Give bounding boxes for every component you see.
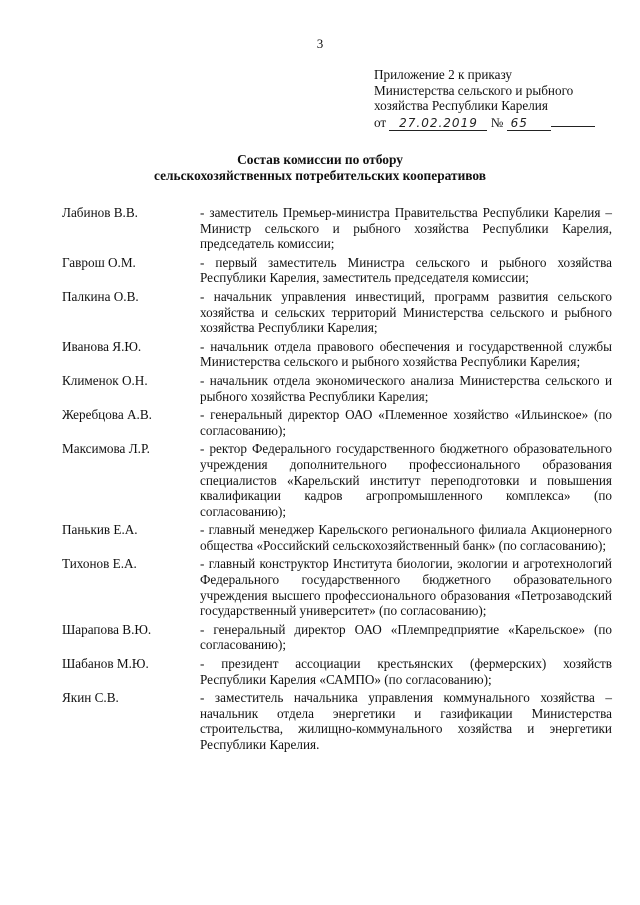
member-name: Иванова Я.Ю.	[62, 338, 142, 354]
appendix-line-1: Приложение 2 к приказу	[374, 67, 512, 82]
member-row	[62, 255, 612, 286]
member-duty: - первый заместитель Министра сельского и рыбного хозяйства Республики Карелия, заместитель председателя комиссии;	[200, 254, 612, 286]
member-row	[62, 622, 612, 653]
member-duty: - начальник управления инвестиций, программ развития сельского хозяйства и сельских территорий Министерства сельского и рыбного хозяйства Республики Карелия;	[200, 288, 612, 336]
member-name: Тихонов Е.А.	[62, 556, 137, 572]
handwritten-number: 65	[507, 117, 551, 131]
appendix-line-2: Министерства сельского и рыбного	[374, 82, 574, 98]
page-number: 3	[316, 36, 324, 51]
member-duty: - начальник отдела экономического анализа Министерства сельского и рыбного хозяйства Республики Карелия;	[200, 372, 612, 404]
member-row	[62, 339, 612, 370]
member-duty: - заместитель Премьер-министра Правительства Республики Карелия – Министр сельского и рыбного хозяйства Республики Карелия, председатель комиссии;	[200, 205, 612, 252]
member-name: Максимова Л.Р.	[62, 441, 150, 457]
member-duty: - главный менеджер Карельского регионального филиала Акционерного общества «Российский сельскохозяйственный банк» (по согласованию);	[200, 522, 612, 553]
member-row	[62, 205, 612, 252]
member-name: Гаврош О.М.	[62, 254, 136, 270]
title-line-2: сельскохозяйственных потребительских кооперативов	[153, 168, 487, 183]
member-name: Лабинов В.В.	[62, 205, 138, 220]
from-label: от	[374, 114, 387, 130]
member-row	[62, 656, 612, 687]
appendix-line-3: хозяйства Республики Карелия	[374, 98, 548, 114]
members-list	[62, 205, 612, 756]
member-duty: - начальник отдела правового обеспечения и государственной службы Министерства сельского и рыбного хозяйства Республики Карелия;	[200, 338, 612, 370]
title-line-1: Состав комиссии по отбору	[237, 152, 403, 167]
member-row	[62, 373, 612, 404]
member-duty: - ректор Федерального государственного бюджетного образовательного учреждения дополнительного профессионального образования специалистов «Карельский институт переподготовки и повышения квалификации кадров агропромышленного комплекса» (по согласованию);	[200, 441, 612, 519]
member-row	[62, 690, 612, 752]
member-row	[62, 289, 612, 336]
member-row	[62, 556, 612, 618]
member-name: Шабанов М.Ю.	[62, 656, 149, 672]
member-duty: - заместитель начальника управления коммунального хозяйства – начальник отдела энергетики и газификации Министерства строительства, жилищно-коммунального хозяйства и энергетики Республики Карелия.	[200, 690, 612, 752]
order-date-number-line	[374, 114, 624, 131]
number-label: №	[490, 114, 504, 130]
member-duty: - генеральный директор ОАО «Племпредприятие «Карельское» (по согласованию);	[200, 621, 612, 653]
member-duty: - президент ассоциации крестьянских (фермерских) хозяйств Республики Карелия «САМПО» (по согласованию);	[200, 656, 612, 687]
member-duty: - главный конструктор Института биологии, экологии и агротехнологий Федерального государственного бюджетного образовательного учреждения высшего профессионального образования «Петрозаводский государственный университет» (по согласованию);	[200, 556, 612, 619]
member-row	[62, 441, 612, 519]
handwritten-date: 27.02.2019	[389, 117, 487, 131]
member-name: Шарапова В.Ю.	[62, 621, 152, 637]
document-title	[0, 152, 640, 184]
member-name: Якин С.В.	[62, 690, 119, 706]
appendix-block	[374, 67, 624, 131]
member-row	[62, 407, 612, 438]
member-name: Жеребцова А.В.	[62, 407, 152, 423]
member-row	[62, 522, 612, 553]
member-name: Клименок О.Н.	[62, 372, 148, 388]
member-name: Палкина О.В.	[62, 288, 139, 304]
member-name: Панькив Е.А.	[62, 522, 138, 538]
blank-line	[551, 114, 595, 127]
member-duty: - генеральный директор ОАО «Племенное хозяйство «Ильинское» (по согласованию);	[200, 407, 612, 438]
